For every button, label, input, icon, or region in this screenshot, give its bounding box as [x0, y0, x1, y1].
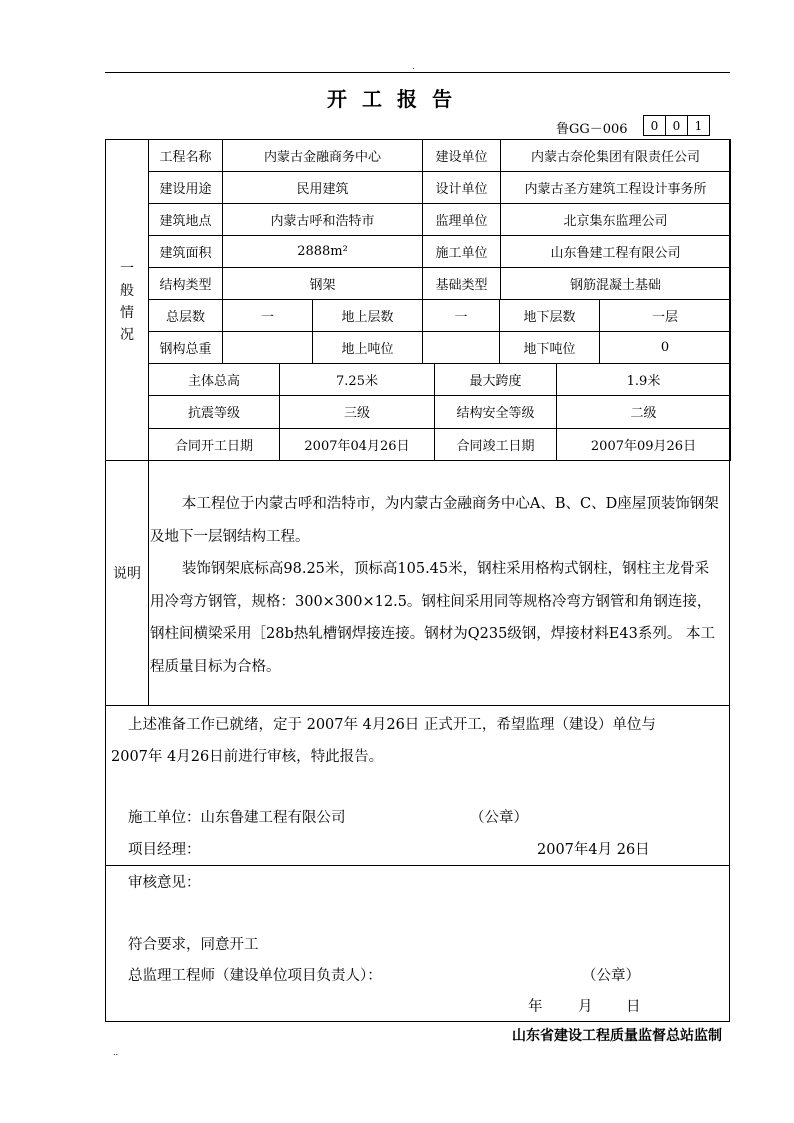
field-value: 一层	[600, 300, 731, 332]
field-value: 一	[423, 300, 500, 332]
field-value: 一	[223, 300, 313, 332]
doc-code-digit-1: 0	[643, 115, 666, 136]
field-label: 总层数	[149, 300, 223, 332]
contractor-seal: （公章）	[470, 810, 528, 826]
field-value: 民用建筑	[223, 172, 423, 204]
table-row	[149, 140, 731, 172]
bottom-dots: ..	[113, 1048, 119, 1057]
description-bottom-rule	[105, 705, 730, 706]
field-value: 山东鲁建工程有限公司	[501, 236, 731, 268]
report-line-2: 2007年 4月26日前进行审核，特此报告。	[111, 749, 384, 765]
top-dot: .	[412, 62, 415, 71]
general-info-table	[148, 139, 731, 300]
field-value	[223, 332, 313, 364]
field-label: 钢构总重	[149, 332, 223, 364]
table-row	[149, 236, 731, 268]
field-label: 结构类型	[149, 268, 223, 300]
review-day: 日	[626, 999, 641, 1015]
field-label: 最大跨度	[435, 364, 557, 396]
header-rule	[105, 72, 730, 73]
review-month: 月	[578, 999, 593, 1015]
review-opinion: 符合要求，同意开工	[128, 937, 259, 953]
field-label: 主体总高	[149, 364, 280, 396]
page-title: 开工报告	[327, 87, 467, 111]
field-label: 建筑面积	[149, 236, 223, 268]
field-label: 基础类型	[423, 268, 501, 300]
field-value: 内蒙古金融商务中心	[223, 140, 423, 172]
spec-info-table	[148, 363, 731, 461]
field-label: 地上层数	[313, 300, 423, 332]
field-label: 设计单位	[423, 172, 501, 204]
field-value: 钢筋混凝土基础	[501, 268, 731, 300]
field-label: 抗震等级	[149, 396, 280, 428]
field-label: 地下吨位	[500, 332, 600, 364]
field-value: 内蒙古奈伦集团有限责任公司	[501, 140, 731, 172]
doc-code-digit-2: 0	[665, 115, 688, 136]
field-label: 建设单位	[423, 140, 501, 172]
table-row	[149, 396, 731, 428]
table-row	[149, 364, 731, 396]
doc-code-prefix: 鲁GG－006	[556, 122, 628, 137]
doc-code-digit-3: 1	[687, 115, 710, 136]
contractor-label: 施工单位：山东鲁建工程有限公司	[128, 810, 346, 826]
table-row	[149, 268, 731, 300]
field-label: 监理单位	[423, 204, 501, 236]
review-label: 审核意见：	[128, 875, 201, 891]
table-row	[149, 204, 731, 236]
field-value: 钢架	[223, 268, 423, 300]
project-manager-label: 项目经理：	[128, 842, 201, 858]
review-seal: （公章）	[582, 968, 640, 984]
table-row	[149, 332, 731, 364]
chief-engineer-label: 总监理工程师（建设单位项目负责人）：	[128, 968, 382, 984]
report-bottom-rule	[105, 865, 730, 866]
field-label: 结构安全等级	[435, 396, 557, 428]
field-value: 0	[600, 332, 731, 364]
table-row	[149, 172, 731, 204]
field-label: 工程名称	[149, 140, 223, 172]
review-year: 年	[528, 999, 543, 1015]
field-value	[423, 332, 500, 364]
field-label: 合同开工日期	[149, 428, 280, 460]
report-line-1: 上述准备工作已就绪，定于 2007年 4月26日 正式开工，希望监理（建设）单位与	[128, 717, 656, 733]
field-label: 地上吨位	[313, 332, 423, 364]
floor-info-table	[148, 299, 731, 364]
field-value: 7.25米	[280, 364, 435, 396]
section-divider	[105, 460, 149, 461]
field-label: 合同竣工日期	[435, 428, 557, 460]
field-label: 施工单位	[423, 236, 501, 268]
field-value: 内蒙古呼和浩特市	[223, 204, 423, 236]
field-value: 2007年09月26日	[557, 428, 731, 460]
issuer-footer: 山东省建设工程质量监督总站监制	[512, 1028, 722, 1044]
field-value: 二级	[557, 396, 731, 428]
field-label: 建设用途	[149, 172, 223, 204]
field-label: 地下层数	[500, 300, 600, 332]
description-text	[150, 488, 722, 683]
description-paragraph-1: 本工程位于内蒙古呼和浩特市，为内蒙古金融商务中心A、B、C、D座屋顶装饰钢架及地下一层钢结构工程。	[150, 496, 719, 545]
field-value: 1.9米	[557, 364, 731, 396]
field-value: 三级	[280, 396, 435, 428]
section-label-description: 说明	[113, 566, 141, 582]
field-label: 建筑地点	[149, 204, 223, 236]
report-date: 2007年4月 26日	[537, 842, 650, 858]
field-value: 2888m²	[223, 236, 423, 268]
field-value: 北京集东监理公司	[501, 204, 731, 236]
description-paragraph-2: 装饰钢架底标高98.25米，顶标高105.45米，钢柱采用格构式钢柱，钢柱主龙骨采用冷弯方钢管，规格：300×300×12.5。钢柱间采用同等规格冷弯方钢管和角钢连接，钢柱间横梁采用［28b热轧槽钢焊接连接。钢材为Q235级钢，焊接材料E43系列。 本工程质量目标为合格。	[150, 561, 715, 675]
table-row	[149, 428, 731, 460]
field-value: 内蒙古圣方建筑工程设计事务所	[501, 172, 731, 204]
table-row	[149, 300, 731, 332]
field-value: 2007年04月26日	[280, 428, 435, 460]
section-label-general: 一般情况	[120, 261, 134, 343]
